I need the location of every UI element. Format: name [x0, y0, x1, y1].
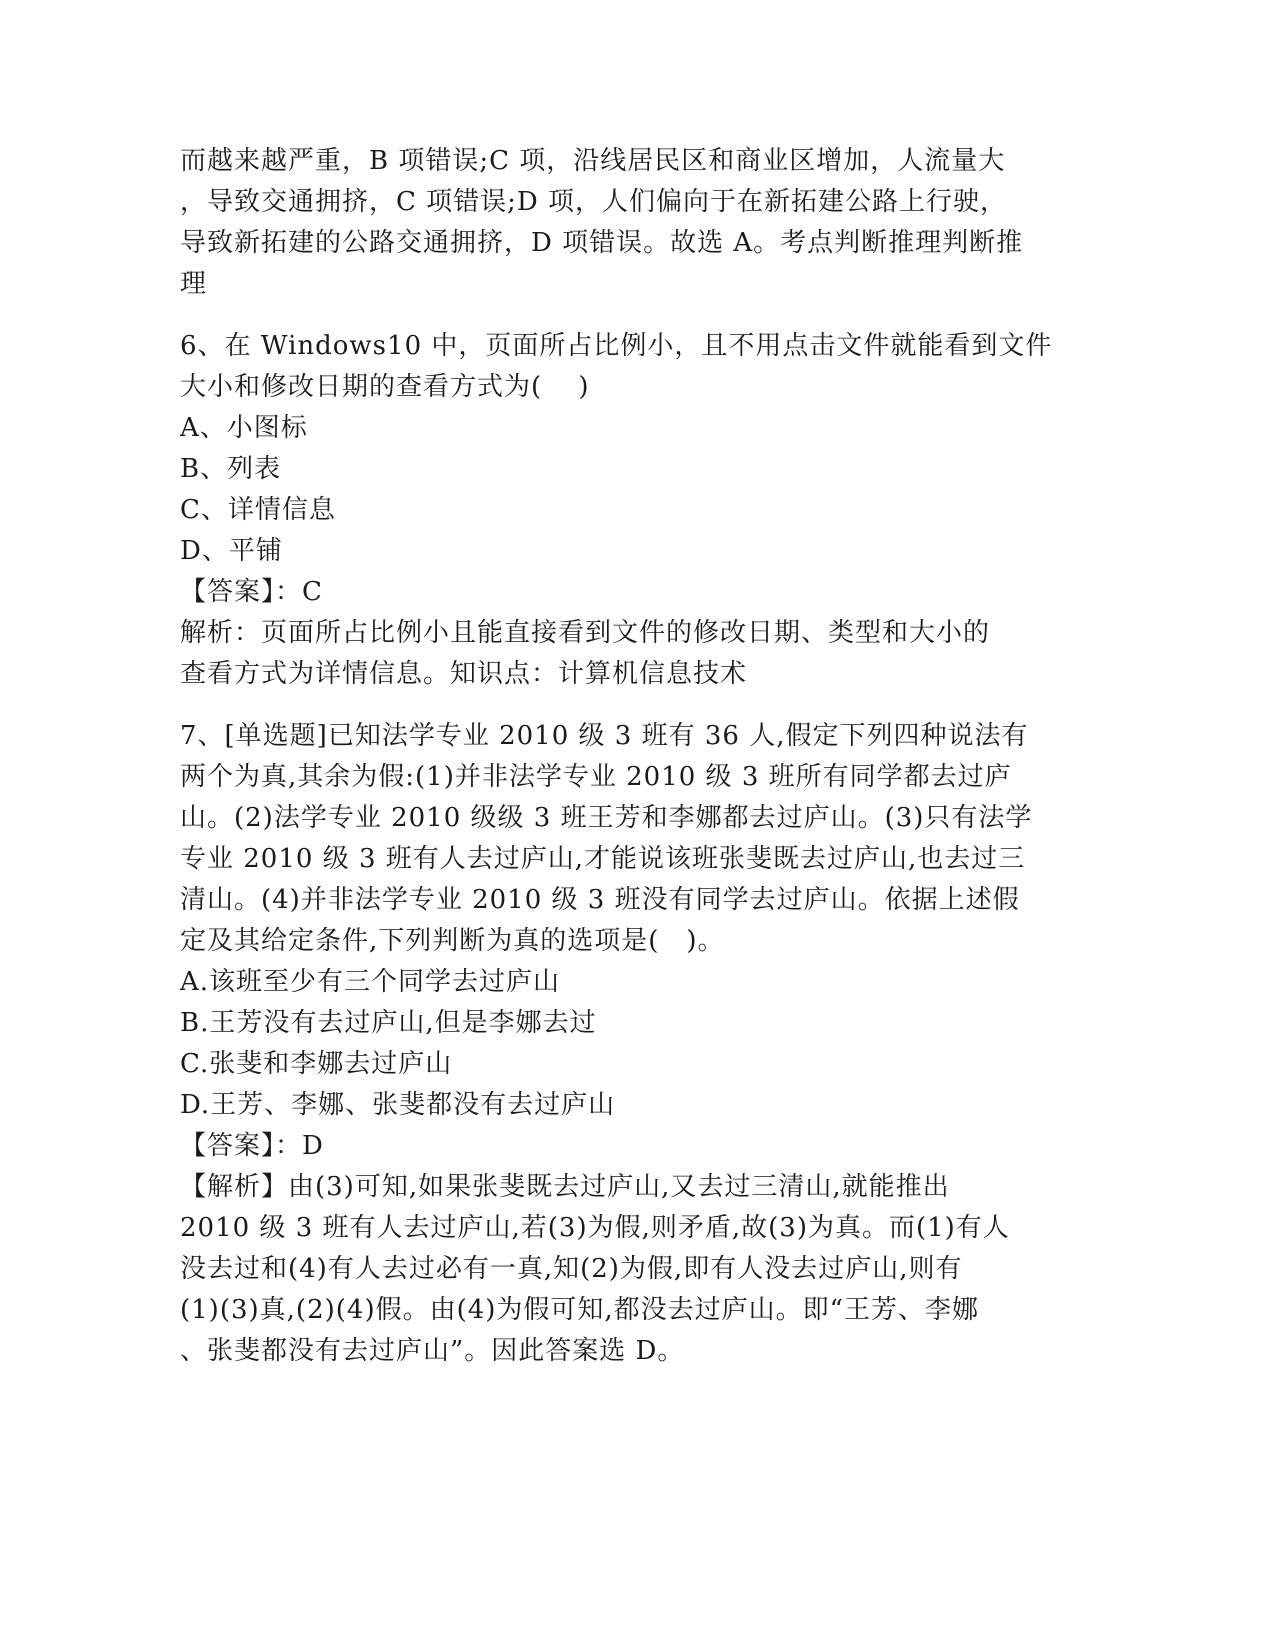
question-7-analysis-line: 没去过和(4)有人去过必有一真,知(2)为假,即有人没去过庐山,则有 — [180, 1254, 963, 1284]
question-7-answer: 【答案】：D — [180, 1131, 324, 1161]
analysis-continuation-line: 理 — [180, 269, 208, 299]
question-6-option-d: D、平铺 — [180, 536, 283, 566]
question-7-stem-line: 清山。(4)并非法学专业 2010 级 3 班没有同学去过庐山。依据上述假 — [180, 885, 1020, 915]
question-7-option-d: D.王芳、李娜、张斐都没有去过庐山 — [180, 1090, 616, 1120]
analysis-continuation-line: 导致新拓建的公路交通拥挤，D 项错误。故选 A。考点判断推理判断推 — [180, 228, 1024, 258]
question-6-option-c: C、详情信息 — [180, 495, 336, 525]
question-6-analysis-line: 解析：页面所占比例小且能直接看到文件的修改日期、类型和大小的 — [180, 618, 991, 648]
question-7-stem-line: 定及其给定条件,下列判断为真的选项是( )。 — [180, 926, 725, 956]
question-6-option-a: A、小图标 — [180, 413, 308, 443]
question-7-analysis-line: 2010 级 3 班有人去过庐山,若(3)为假,则矛盾,故(3)为真。而(1)有人 — [180, 1213, 1010, 1243]
question-7-stem-line: 专业 2010 级 3 班有人去过庐山,才能说该班张斐既去过庐山,也去过三 — [180, 844, 1026, 874]
question-7-analysis-line: (1)(3)真,(2)(4)假。由(4)为假可知,都没去过庐山。即“王芳、李娜 — [180, 1295, 979, 1325]
question-7-option-a: A.该班至少有三个同学去过庐山 — [180, 967, 561, 997]
question-6-answer: 【答案】：C — [180, 577, 323, 607]
question-6-stem-line: 大小和修改日期的查看方式为( ) — [180, 372, 590, 402]
question-6-stem-line: 6、在 Windows10 中，页面所占比例小，且不用点击文件就能看到文件 — [180, 331, 1053, 361]
analysis-continuation-line: 而越来越严重，B 项错误;C 项，沿线居民区和商业区增加，人流量大 — [180, 146, 1006, 176]
question-6-option-b: B、列表 — [180, 454, 282, 484]
question-7-option-c: C.张斐和李娜去过庐山 — [180, 1049, 453, 1079]
question-6-analysis-line: 查看方式为详情信息。知识点：计算机信息技术 — [180, 659, 748, 689]
question-7-stem-line: 两个为真,其余为假:(1)并非法学专业 2010 级 3 班所有同学都去过庐 — [180, 762, 1012, 792]
question-7-stem-line: 山。(2)法学专业 2010 级级 3 班王芳和李娜都去过庐山。(3)只有法学 — [180, 803, 1033, 833]
question-7-stem-line: 7、[单选题]已知法学专业 2010 级 3 班有 36 人,假定下列四种说法有 — [180, 721, 1029, 751]
question-7-analysis-line: 、张斐都没有去过庐山”。因此答案选 D。 — [180, 1336, 685, 1366]
question-7-analysis-line: 【解析】由(3)可知,如果张斐既去过庐山,又去过三清山,就能推出 — [180, 1172, 950, 1202]
analysis-continuation-line: ，导致交通拥挤，C 项错误;D 项，人们偏向于在新拓建公路上行驶， — [180, 187, 1008, 217]
question-7-option-b: B.王芳没有去过庐山,但是李娜去过 — [180, 1008, 597, 1038]
